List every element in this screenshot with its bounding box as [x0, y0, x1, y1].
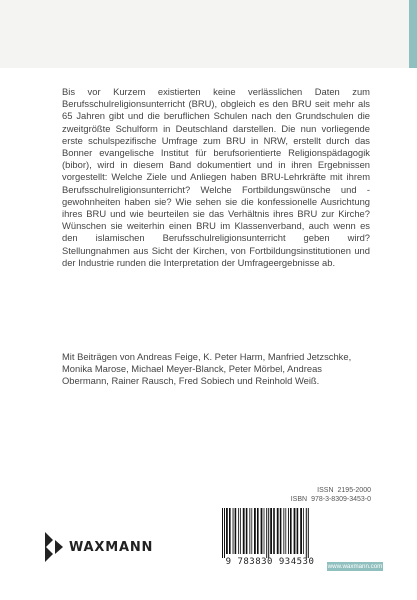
- website-label[interactable]: www.waxmann.com: [327, 563, 383, 570]
- barcode-bar: [285, 508, 286, 554]
- barcode-bar: [222, 508, 223, 558]
- barcode-bar: [288, 508, 289, 554]
- barcode-bar: [226, 508, 228, 554]
- barcode-bar: [297, 508, 299, 554]
- isbn-label: ISBN: [290, 496, 308, 503]
- barcode-digits: 9 783830 934530: [225, 557, 315, 567]
- barcode-bar: [294, 508, 296, 554]
- isbn-block: [291, 486, 371, 504]
- barcode-bar: [229, 508, 231, 554]
- barcode-bars: [221, 508, 319, 558]
- barcode-bar: [251, 508, 252, 554]
- barcode-bar: [270, 508, 272, 554]
- publisher-logo: [45, 532, 153, 562]
- barcode: [218, 508, 322, 568]
- barcode-bar: [290, 508, 292, 554]
- issn-label: ISSN: [317, 487, 334, 494]
- top-band: [0, 0, 417, 68]
- barcode-bar: [277, 508, 279, 554]
- barcode-bar: [266, 508, 267, 558]
- barcode-bar: [264, 508, 265, 554]
- barcode-bar: [243, 508, 245, 554]
- publisher-name: WAXMANN: [69, 539, 154, 555]
- blurb-text: Bis vor Kurzem existierten keine verlässlichen Daten zum Berufsschulreligionsunterricht (BRU), obgleich es den BRU seit mehr als 65 Jahren gibt und die beruflichen Schulen nach den Grundschulen die zweitgrößte Schulform in Deutschland darstellen. Die nun vorliegende erste schulspezifische Umfrage zum BRU in NRW, erstellt durch das Bonner evangelische Institut für berufsorientierte Religionspädagogik (bibor), wird in diesem Band dokumentiert und in ihren Ergebnissen vorgestellt: Welche Ziele und Anliegen haben BRU-Lehrkräfte mit ihrem Berufsschulreligionsunterricht? Welche Fortbildungswünsche und -gewohnheiten haben sie? Wie sehen sie die konfessionelle Ausrichtung ihres BRU und wie beurteilen sie das Verhältnis ihres BRU zur Kirche? Wünschen sie weiterhin einen BRU im Klassenverband, auch wenn es den islamischen Berufsschulreligionsunterricht geben wird? Stellungnahmen aus Sicht der Kirchen, von Fortbildungsinstitutionen und der Industrie runden die Interpretation der Umfrageergebnisse ab.: [62, 86, 370, 268]
- barcode-bar: [283, 508, 284, 554]
- barcode-bar: [257, 508, 259, 554]
- isbn-row: [291, 495, 371, 504]
- barcode-bar: [261, 508, 263, 554]
- barcode-bar: [280, 508, 282, 554]
- barcode-bar: [246, 508, 248, 554]
- waxmann-logo-icon: [45, 532, 63, 562]
- barcode-bar: [308, 508, 309, 558]
- barcode-bar: [273, 508, 275, 554]
- issn-value: 2195-2000: [337, 487, 371, 494]
- isbn-value: 978-3-8309-3453-0: [311, 496, 371, 503]
- barcode-bar: [306, 508, 307, 558]
- barcode-bar: [224, 508, 225, 558]
- issn-row: [291, 486, 371, 495]
- barcode-bar: [303, 508, 304, 554]
- barcode-bar: [249, 508, 250, 554]
- corner-accent: [409, 0, 417, 68]
- barcode-bar: [240, 508, 241, 554]
- barcode-bar: [300, 508, 302, 554]
- contributors-text: Mit Beiträgen von Andreas Feige, K. Peter Harm, Manfried Jetzschke, Monika Marose, Michael Meyer-Blanck, Peter Mörbel, Andreas Obermann, Rainer Rausch, Fred Sobiech und Reinhold Weiß.: [62, 351, 352, 387]
- barcode-bar: [254, 508, 256, 554]
- barcode-bar: [233, 508, 234, 554]
- barcode-bar: [238, 508, 239, 554]
- barcode-bar: [268, 508, 269, 558]
- barcode-bar: [235, 508, 237, 554]
